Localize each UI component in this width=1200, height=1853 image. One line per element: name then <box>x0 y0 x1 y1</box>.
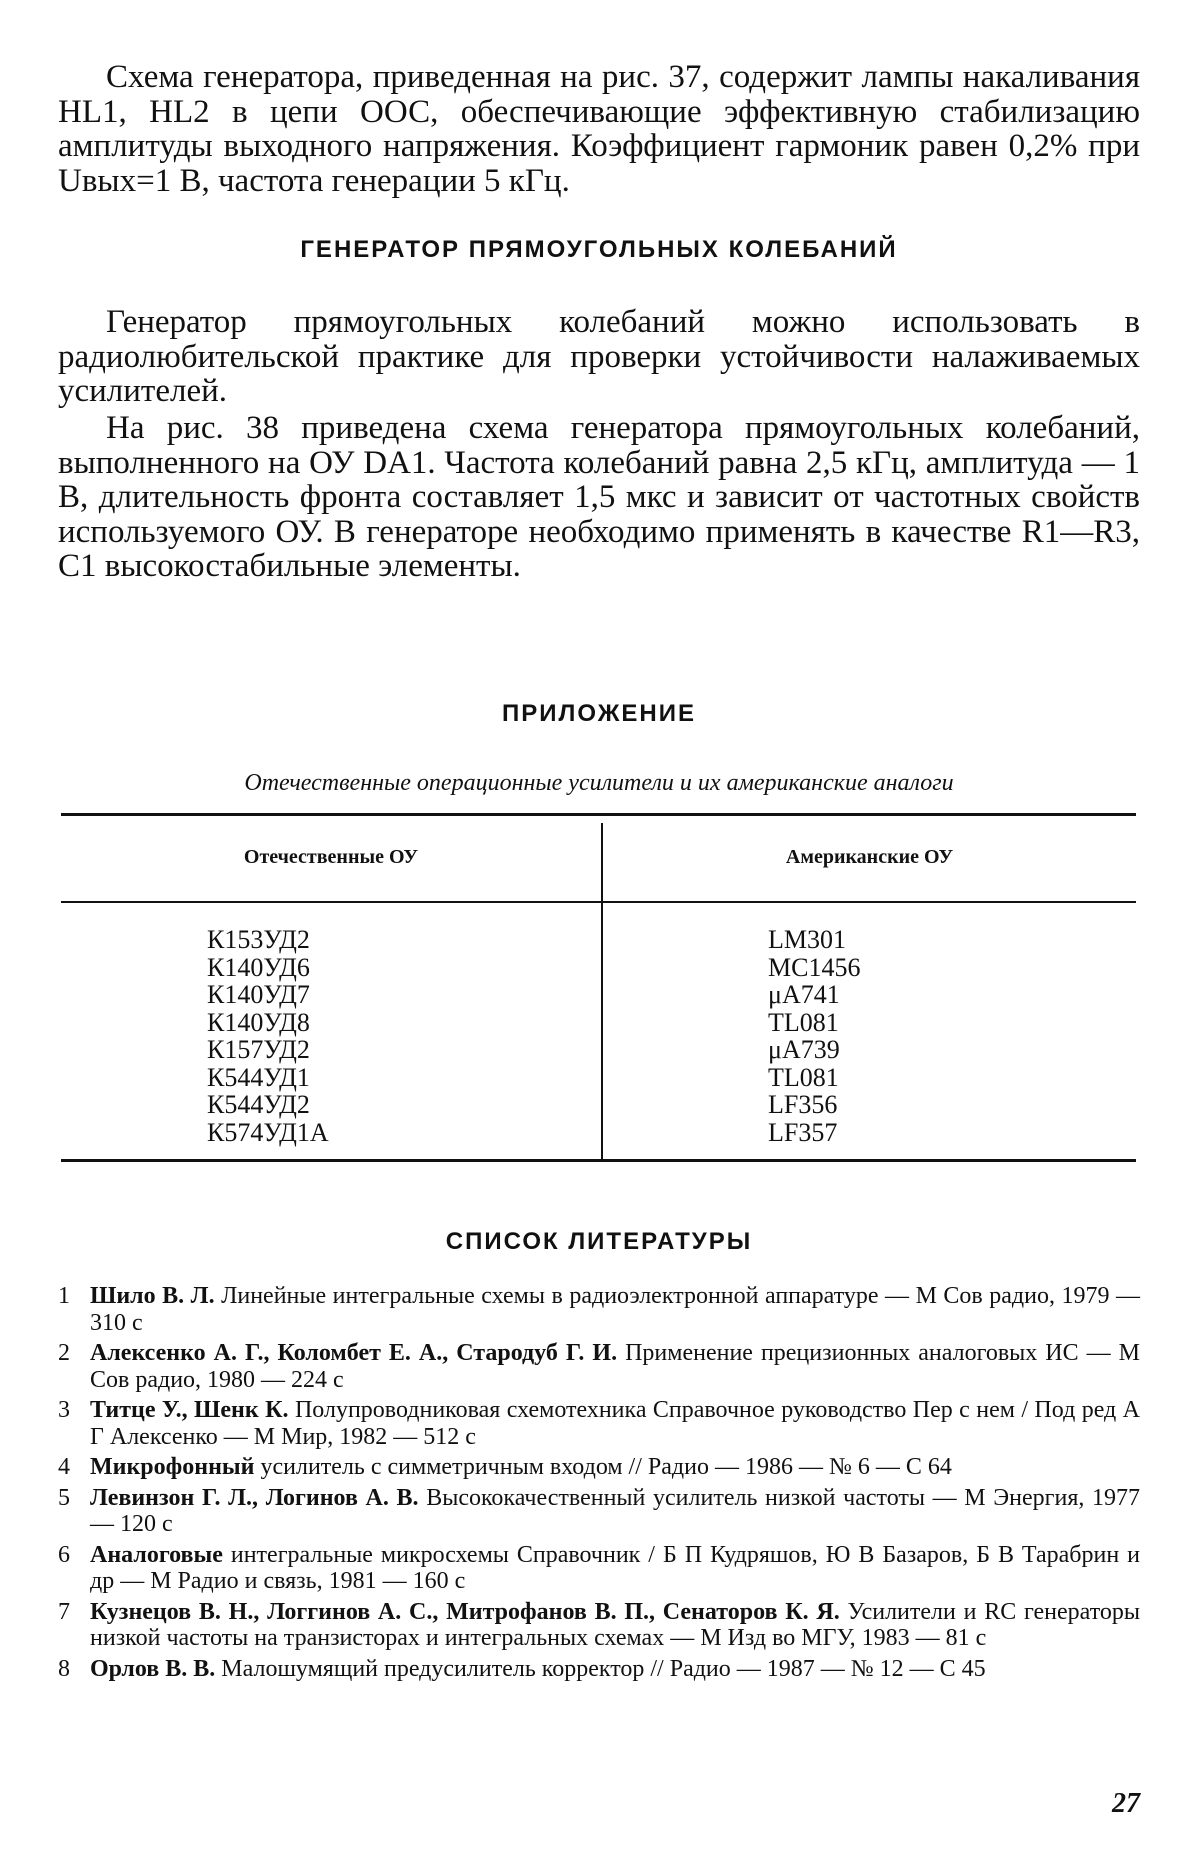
american-op-amp: TL081 <box>768 1007 839 1037</box>
domestic-op-amp: К157УД2 <box>207 1035 310 1064</box>
reference-authors: Левинзон Г. Л., Логинов А. В. <box>90 1484 419 1511</box>
reference-text: Применение прецизионных аналоговых ИС — М Сов радио, 1980 — 224 с <box>90 1340 1141 1393</box>
reference-number: 2 <box>58 1340 70 1366</box>
american-op-amp: LF356 <box>768 1090 838 1119</box>
book-page <box>58 0 1140 1853</box>
domestic-op-amp-list <box>207 926 329 1146</box>
american-op-amp: LF357 <box>768 1117 838 1147</box>
domestic-op-amp: К140УД8 <box>207 1007 310 1037</box>
reference-text: Линейные интегральные схемы в радиоэлектронной аппаратуре — М Сов радио, 1979 — 310 с <box>90 1283 1141 1336</box>
reference-text: интегральные микросхемы Справочник / Б П Кудряшов, Ю В Базаров, Б В Тарабрин и др — М Радио и связь, 1981 — 160 с <box>90 1541 1140 1594</box>
reference-number: 3 <box>58 1397 70 1423</box>
reference-text: Малошумящий предусилитель корректор // Радио — 1987 — № 12 — С 45 <box>215 1655 986 1682</box>
reference-text: Высококачественный усилитель низкой частоты — М Энергия, 1977 — 120 с <box>90 1484 1141 1537</box>
reference-authors: Орлов В. В. <box>90 1655 216 1682</box>
american-op-amp: TL081 <box>768 1062 839 1092</box>
paragraph-generator-scheme: Схема генератора, приведенная на рис. 37, содержит лампы накаливания HL1, HL2 в цепи ООС, обеспечивающие эффективную стабилизацию амплитуды выходного напряжения. Коэффициент гармоник равен 0,2% при Uвых=1 В, частота генерации 5 кГц. <box>58 59 1140 199</box>
reference-number: 6 <box>58 1541 70 1568</box>
domestic-op-amp: К140УД7 <box>207 980 310 1009</box>
heading-square-wave-generator: ГЕНЕРАТОР ПРЯМОУГОЛЬНЫХ КОЛЕБАНИЙ <box>300 236 898 263</box>
reference-item <box>58 1340 1140 1393</box>
domestic-op-amp: К544УД2 <box>207 1090 310 1119</box>
reference-item <box>58 1542 1140 1595</box>
reference-authors: Аналоговые <box>90 1541 223 1568</box>
reference-item <box>58 1397 1140 1450</box>
reference-text: Полупроводниковая схемотехника Справочное руководство Пер с нем / Под ред А Г Алексенко — М Мир, 1982 — 512 с <box>90 1397 1140 1450</box>
table-header-american: Американские ОУ <box>785 846 954 868</box>
american-op-amp: MC1456 <box>768 952 861 982</box>
paragraph-generator-details: На рис. 38 приведена схема генератора прямоугольных колебаний, выполненного на ОУ DA1. Частота колебаний равна 2,5 кГц, амплитуда — 1 В, длительность фронта составляет 1,5 мкс и зависит от частотных свойств используемого ОУ. В генераторе необходимо применять в качестве R1—R3, C1 высокостабильные элементы. <box>58 410 1140 584</box>
domestic-op-amp: К153УД2 <box>207 925 310 954</box>
table-top-rule <box>61 813 1136 816</box>
reference-item <box>58 1599 1140 1652</box>
domestic-op-amp: К544УД1 <box>207 1062 310 1092</box>
reference-number: 1 <box>58 1283 70 1309</box>
reference-text: усилитель с симметричным входом // Радио — 1986 — № 6 — С 64 <box>254 1454 952 1480</box>
reference-item <box>58 1656 1140 1683</box>
american-op-amp: μA739 <box>768 1035 840 1064</box>
reference-number: 4 <box>58 1454 70 1480</box>
reference-authors: Алексенко А. Г., Коломбет Е. А., Стародуб Г. И. <box>90 1340 618 1366</box>
heading-appendix: ПРИЛОЖЕНИЕ <box>502 700 696 727</box>
table-header-rule <box>61 901 1136 903</box>
reference-number: 8 <box>58 1655 70 1682</box>
reference-authors: Шило В. Л. <box>90 1283 215 1309</box>
domestic-op-amp: К140УД6 <box>207 952 310 982</box>
heading-references: СПИСОК ЛИТЕРАТУРЫ <box>445 1228 753 1255</box>
reference-text: Усилители и RC генераторы низкой частоты на транзисторах и интегральных схемах — М Изд во МГУ, 1983 — 81 с <box>90 1598 1140 1651</box>
reference-number: 5 <box>58 1484 70 1511</box>
reference-item <box>58 1454 1140 1481</box>
american-op-amp-list <box>768 926 860 1146</box>
reference-authors: Микрофонный <box>90 1454 255 1480</box>
american-op-amp: LM301 <box>768 925 846 954</box>
reference-item <box>58 1485 1140 1538</box>
table-caption: Отечественные операционные усилители и их американские аналоги <box>244 770 954 796</box>
reference-number: 7 <box>58 1598 70 1625</box>
table-column-divider <box>601 823 603 1159</box>
domestic-op-amp: К574УД1А <box>207 1117 329 1147</box>
reference-item <box>58 1283 1140 1336</box>
page-number: 27 <box>1112 1788 1140 1819</box>
op-amp-analogs-table <box>61 813 1136 1163</box>
paragraph-generator-usage: Генератор прямоугольных колебаний можно использовать в радиолюбительской практике для проверки устойчивости налаживаемых усилителей. <box>58 304 1140 409</box>
table-header-domestic: Отечественные ОУ <box>243 846 419 868</box>
american-op-amp: μA741 <box>768 980 840 1009</box>
reference-authors: Кузнецов В. Н., Логгинов А. С., Митрофанов В. П., Сенаторов К. Я. <box>90 1598 840 1625</box>
reference-list <box>58 1283 1140 1686</box>
reference-authors: Титце У., Шенк К. <box>90 1397 289 1423</box>
table-bottom-rule <box>61 1159 1136 1162</box>
